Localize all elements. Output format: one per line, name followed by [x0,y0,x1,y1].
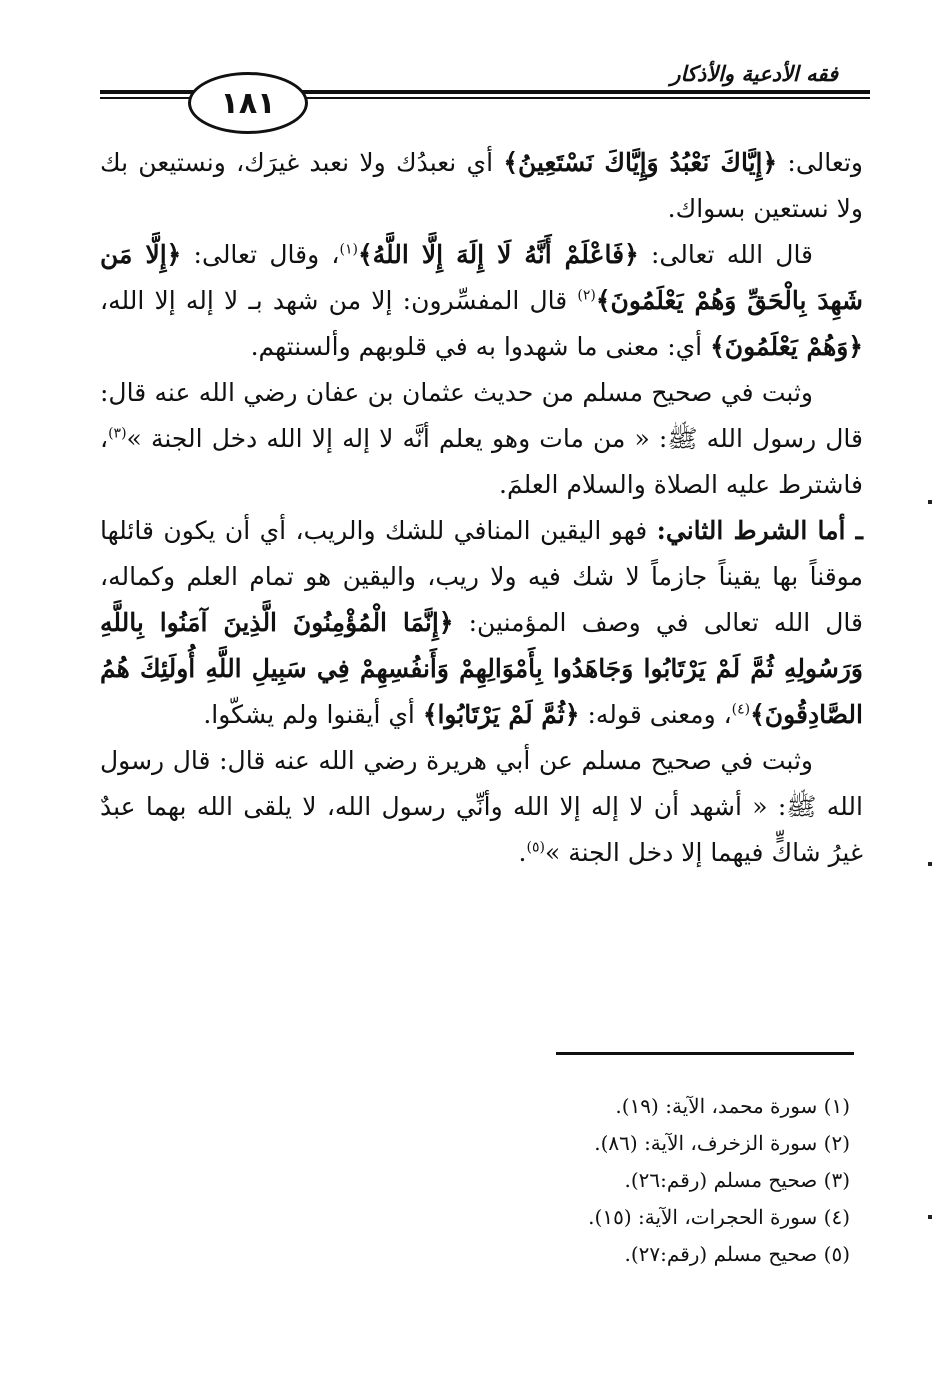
quran-verse: ﴿ثُمَّ لَمْ يَرْتَابُوا﴾ [422,700,580,729]
text-segment: فهو اليقين المنافي للشك والريب، أي أن يكون قائلها موقناً بها يقيناً جازماً لا شك فيه ولا ريب، واليقين هو تمام العلم وكماله، قال الله تعالى في وصف المؤمنين: [100,516,864,637]
quran-verse: ﴿وَهُمْ يَعْلَمُونَ﴾ [710,332,863,361]
text-segment: ، ومعنى قوله: [579,700,732,729]
text-segment: وثبت في صحيح مسلم عن أبي هريرة رضي الله عنه قال: قال رسول الله ﷺ: « أشهد أن لا إله إلا الله وأنِّي رسول الله، لا يلقى الله بهما عبدٌ غيرُ شاكٍّ فيهما إلا دخل الجنة » [100,746,863,867]
quran-verse: ﴿إِنَّمَا الْمُؤْمِنُونَ الَّذِينَ آمَنُوا بِاللَّهِ وَرَسُولِهِ ثُمَّ لَمْ يَرْتَابُوا وَجَاهَدُوا بِأَمْوَالِهِمْ وَأَنفُسِهِمْ فِي سَبِيلِ اللَّهِ أُولَئِكَ هُمُ الصَّادِقُونَ﴾ [100,608,863,729]
running-header-title: فقه الأدعية والأذكار [670,62,838,86]
footnote-separator [556,1052,854,1055]
footnote-reference: (٥) [526,839,545,856]
paragraph [100,232,863,370]
text-segment: أي أيقنوا ولم يشكّوا. [203,700,423,729]
page-number-badge [188,72,308,134]
footnote-item: (٥) صحيح مسلم (رقم:٢٧). [624,1242,850,1266]
footnote-item: (٣) صحيح مسلم (رقم:٢٦). [624,1168,850,1192]
paragraph [100,140,863,232]
quran-verse: ﴿فَاعْلَمْ أَنَّهُ لَا إِلَهَ إِلَّا اللَّهُ﴾ [357,240,639,269]
text-segment: قال الله تعالى: [638,240,814,269]
footnote-item: (٢) سورة الزخرف، الآية: (٨٦). [594,1131,850,1155]
text-segment: قال المفسِّرون: إلا من شهد بـ لا إله إلا الله، [100,286,578,315]
section-heading: ـ أما الشرط الثاني: [656,516,863,545]
footnote-reference: (٣) [108,425,127,442]
paragraph [100,508,863,738]
footnote-item: (٤) سورة الحجرات، الآية: (١٥). [588,1205,850,1229]
scan-mark [928,862,932,866]
text-segment: أي: معنى ما شهدوا به في قلوبهم وألسنتهم. [250,332,711,361]
paragraph [100,370,863,508]
text-segment: وتعالى: [777,148,863,177]
main-text [100,140,863,876]
scan-mark [928,500,932,504]
page-number: ١٨١ [220,85,276,121]
footnote-reference: (١) [339,241,358,258]
quran-verse: ﴿إِيَّاكَ نَعْبُدُ وَإِيَّاكَ نَسْتَعِينُ﴾ [503,148,778,177]
footnotes [588,1088,850,1273]
footnote-reference: (٤) [731,701,751,718]
footnote-reference: (٢) [577,287,596,304]
paragraph [100,738,863,876]
text-segment: ، وقال تعالى: [181,240,340,269]
text-segment: أي نعبدُك ولا نعبد غيرَك، ونستيعن بك ولا نستعين بسواك. [100,148,863,223]
text-segment: ، فاشترط عليه الصلاة والسلام العلمَ. [100,424,863,499]
quran-verse: ﴿إِلَّا مَن شَهِدَ بِالْحَقِّ وَهُمْ يَعْلَمُونَ﴾ [100,240,863,315]
scan-mark [928,1215,932,1219]
footnote-item: (١) سورة محمد، الآية: (١٩). [615,1094,850,1118]
text-segment: . [518,838,527,867]
text-segment: وثبت في صحيح مسلم من حديث عثمان بن عفان رضي الله عنه قال: قال رسول الله ﷺ: « من مات وهو يعلم أنَّه لا إله إلا الله دخل الجنة » [100,378,863,453]
